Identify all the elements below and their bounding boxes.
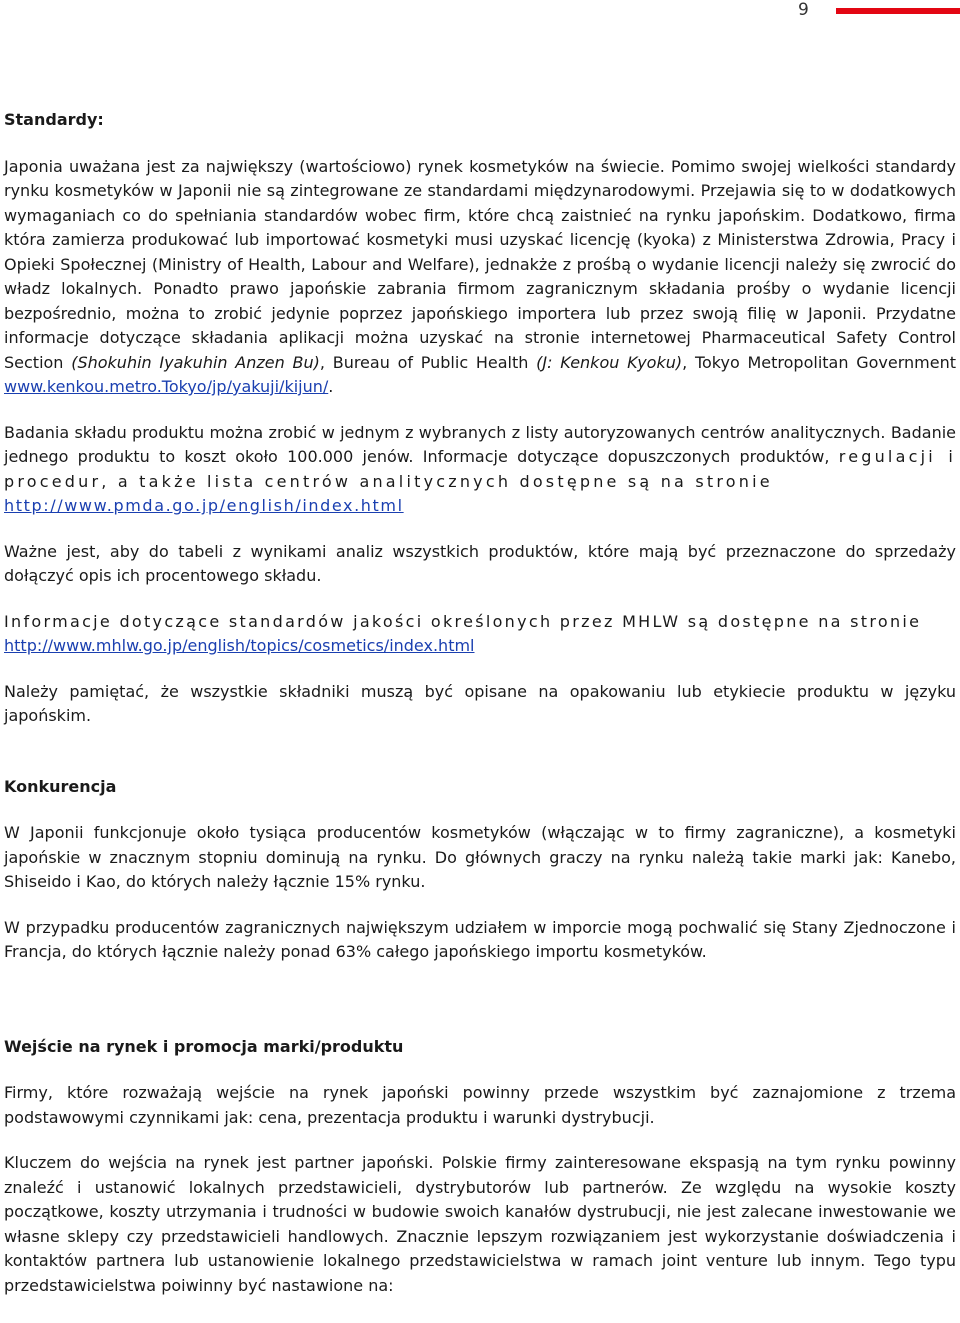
paragraph-konkurencja-2: W przypadku producentów zagranicznych największym udziałem w imporcie mogą pochwalić się Stany Zjednoczone i Francja, do których łącznie należy ponad 63% całego japońskiego importu kosmetyków. xyxy=(4,917,956,961)
link-mhlw[interactable]: http://www.mhlw.go.jp/english/topics/cosmetics/index.html xyxy=(4,636,475,655)
paragraph-standardy-5: Należy pamiętać, że wszystkie składniki muszą być opisane na opakowaniu lub etykiecie produktu w języku japońskim. xyxy=(4,681,956,725)
header-accent-bar xyxy=(836,8,960,14)
section-heading-standardy: Standardy: xyxy=(4,110,104,129)
section-heading-wejscie: Wejście na rynek i promocja marki/produktu xyxy=(4,1036,404,1056)
link-kenkou-metro[interactable]: www.kenkou.metro.Tokyo/jp/yakuji/kijun/ xyxy=(4,377,329,396)
section-heading-konkurencja: Konkurencja xyxy=(4,776,117,796)
paragraph-wejscie-1: Firmy, które rozważają wejście na rynek japoński powinny przede wszystkim być zaznajomione z trzema podstawowymi czynnikami jak: cena, prezentacja produktu i warunki dystrybucji. xyxy=(4,1083,956,1127)
paragraph-standardy-3: Ważne jest, aby do tabeli z wynikami analiz wszystkich produktów, które mają być przeznaczone do sprzedaży dołączyć opis ich procentowego składu. xyxy=(4,541,956,585)
paragraph-standardy-2: Badania składu produktu można zrobić w jednym z wybranych z listy autoryzowanych centrów analitycznych. Badanie jednego produktu to koszt około 100.000 jenów. Informacje dotyczące dopuszczonych produktów, regulacji i procedur, a także lista centrów analitycznych dostępne są na stronie http://www.pmda.go.jp/english/index.html xyxy=(4,422,956,515)
paragraph-standardy-1: Japonia uważana jest za największy (wartościowo) rynek kosmetyków na świecie. Pomimo swojej wielkości standardy rynku kosmetyków w Japonii nie są zintegrowane ze standardami międzynarodowymi. Przejawia się to w dodatkowych wymaganiach co do spełniania standardów wobec firm, które chcą zaistnieć na rynku japońskim. Dodatkowo, firma która zamierza produkować lub importować kosmetyki musi uzyskać licencję (kyoka) z Ministerstwa Zdrowia, Pracy i Opieki Społecznej (Ministry of Health, Labour and Welfare), jednakże z prośbą o wydanie licencji należy się zwrocić do władz lokalnych. Ponadto prawo japońskie zabrania firmom zagranicznym składania prośby o wydanie licencji bezpośrednio, można to zrobić jedynie poprzez japońskiego importera lub przez swoją filię w Japonii. Przydatne informacje dotyczące składania aplikacji można uzyskać na stronie internetowej Pharmaceutical Safety Control Section (Shokuhin Iyakuhin Anzen Bu), Bureau of Public Health (J: Kenkou Kyoku), Tokyo Metropolitan Government www.kenkou.metro.Tokyo/jp/yakuji/kijun/. xyxy=(4,156,957,396)
document-body xyxy=(4,108,956,1298)
paragraph-konkurencja-1: W Japonii funkcjonuje około tysiąca producentów kosmetyków (włączając w to firmy zagraniczne), a kosmetyki japońskie w znacznym stopniu dominują na rynku. Do głównych graczy na rynku należą takie marki jak: Kanebo, Shiseido i Kao, do których należy łącznie 15% rynku. xyxy=(4,823,956,891)
page-number: 9 xyxy=(798,0,809,20)
paragraph-wejscie-2: Kluczem do wejścia na rynek jest partner japoński. Polskie firmy zainteresowane ekspasją na tym rynku powinny znaleźć i ustanowić lokalnych przedstawicieli, dystrybutorów lub partnerów. Ze względu na wysokie koszty początkowe, koszty utrzymania i trudności w budowie swoich kanałów dystrubucji, nie jest zalecane inwestowanie we własne sklepy czy przedstawicieli handlowych. Znacznie lepszym rozwiązaniem jest wykorzystanie doświadczenia i kontaktów partnera lub ustanowienie lokalnego przedstawicielstwa w ramach joint venture lub innym. Tego typu przedstawicielstwa poiwinny być nastawione na: xyxy=(4,1153,956,1295)
paragraph-standardy-4: Informacje dotyczące standardów jakości określonych przez MHLW są dostępne na stronie http://www.mhlw.go.jp/english/topics/cosmetics/index.html xyxy=(4,611,922,655)
link-pmda[interactable]: http://www.pmda.go.jp/english/index.html xyxy=(4,496,404,515)
